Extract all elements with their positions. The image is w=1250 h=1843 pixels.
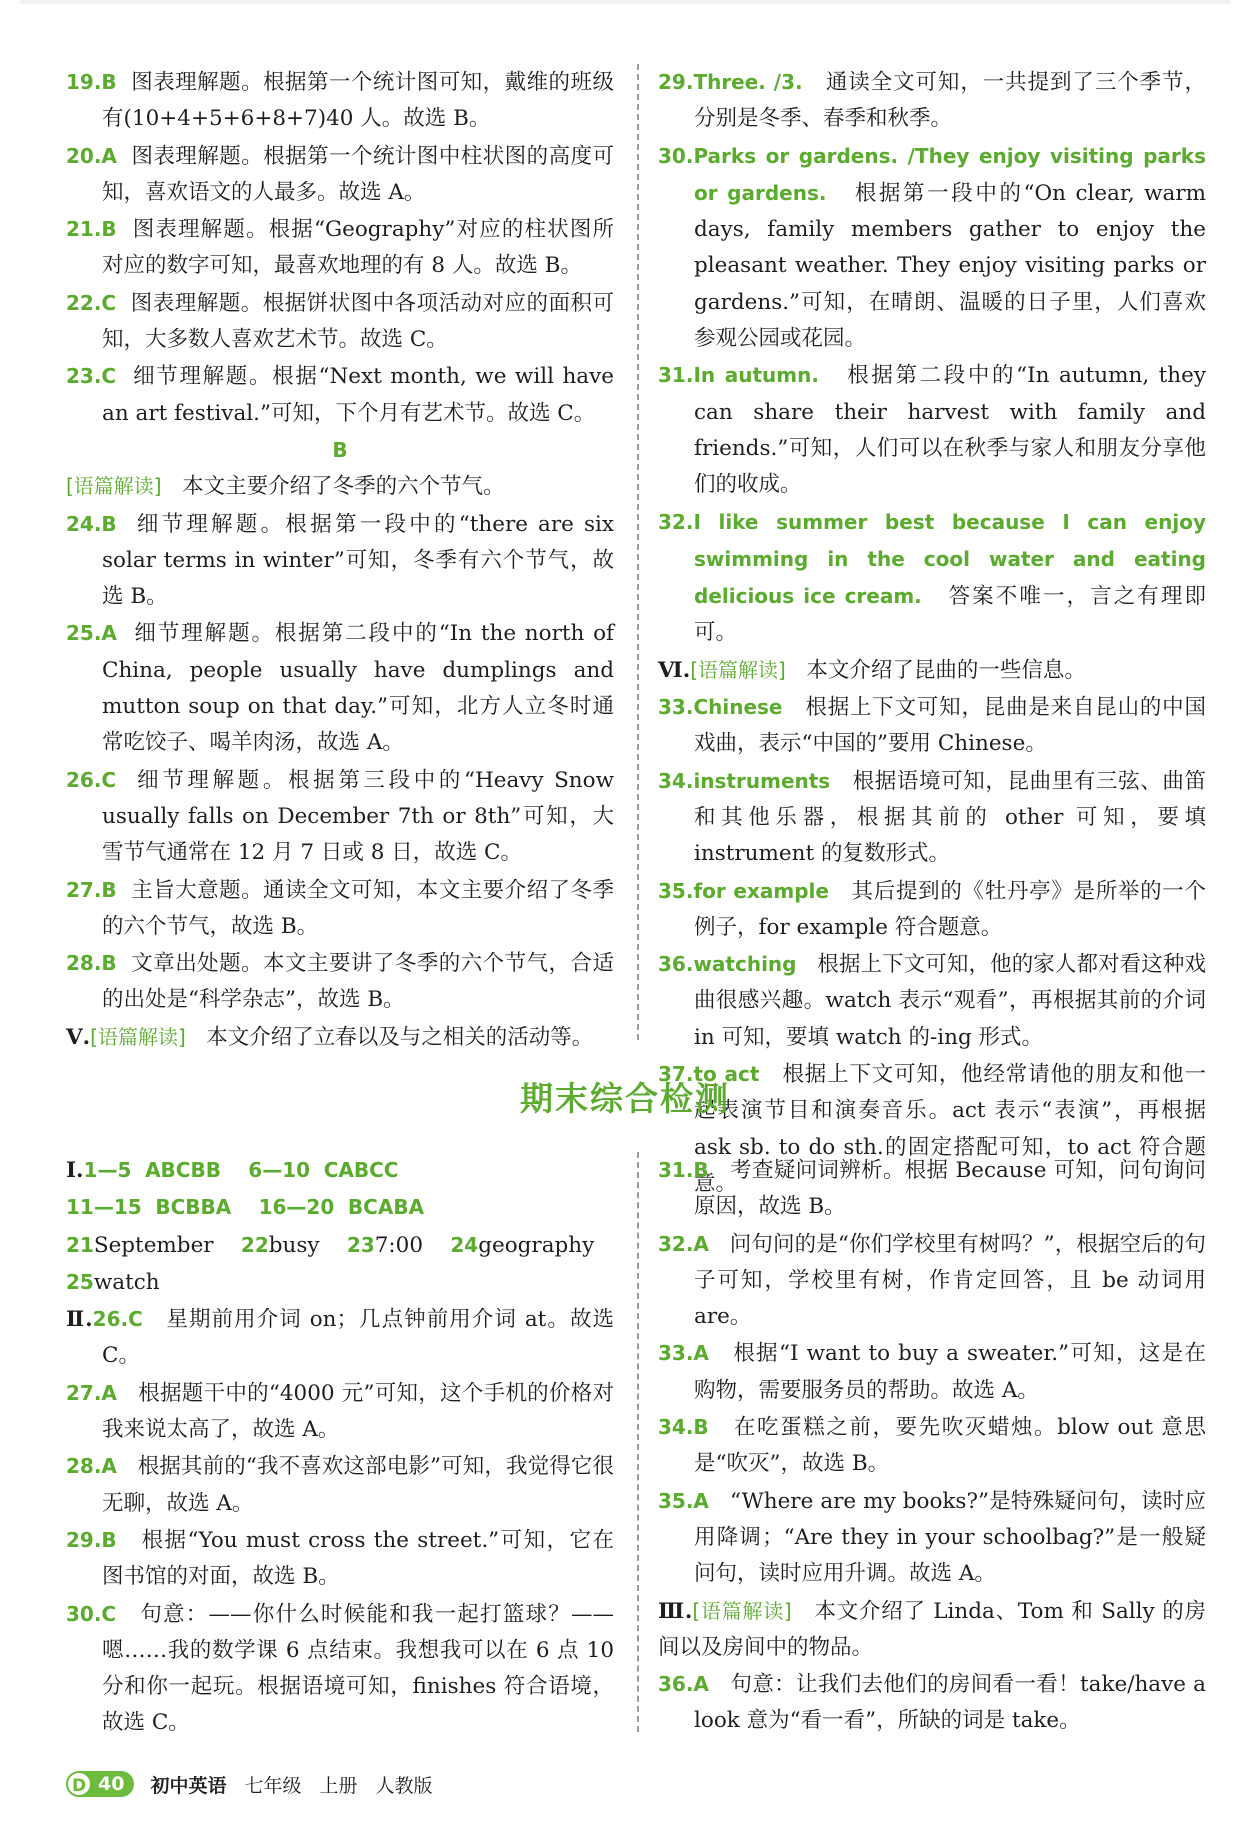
right-column-top bbox=[658, 64, 1206, 1202]
answer-item: 34.instruments 根据语境可知，昆曲里有三弦、曲笛和其他乐器，根据其前的 other 可知，要填 instrument 的复数形式。 bbox=[658, 768, 1206, 867]
answer-item: 30.C 句意：——你什么时候能和我一起打篮球？——嗯……我的数学课 6 点结束。我想我可以在 6 点 10 分和你一起玩。根据语境可知，finishes 符合语境，故选 C。 bbox=[66, 1601, 614, 1736]
badge-letter: D bbox=[66, 1771, 92, 1797]
answer-item: 19.B 图表理解题。根据第一个统计图可知，戴维的班级有(10+4+5+6+8+7)40 人。故选 B。 bbox=[66, 70, 614, 132]
page-footer bbox=[66, 1766, 451, 1802]
answer-item: 29.Three. /3. 通读全文可知，一共提到了三个季节，分别是冬季、春季和秋季。 bbox=[658, 70, 1206, 132]
page-top-edge bbox=[20, 0, 1230, 4]
column-divider-top bbox=[637, 64, 639, 1040]
page-number: 40 bbox=[98, 1773, 125, 1795]
answer-item: 37.to act 根据上下文可知，他经常请他的朋友和他一起表演节目和演奏音乐。act 表示“表演”，再根据 ask sb. to do sth.的固定搭配可知，to act 符合题意。 bbox=[658, 1062, 1206, 1196]
passage-summary: Ⅵ.[语篇解读] 本文介绍了昆曲的一些信息。 bbox=[658, 657, 1086, 683]
left-column-top bbox=[66, 64, 614, 1056]
answer-item: 32.A 问句问的是“你们学校里有树吗？”，根据空后的句子可知，学校里有树，作肯定回答，且 be 动词用 are。 bbox=[658, 1231, 1206, 1330]
answer-item: 27.A 根据题干中的“4000 元”可知，这个手机的价格对我来说太高了，故选 A。 bbox=[66, 1380, 614, 1443]
footer-edition: 人教版 bbox=[375, 1774, 433, 1797]
passage-summary: Ⅴ.[语篇解读] 本文介绍了立春以及与之相关的活动等。 bbox=[66, 1024, 594, 1050]
answer-item: 35.for example 其后提到的《牡丹亭》是所举的一个例子，for example 符合题意。 bbox=[658, 878, 1206, 940]
footer-volume: 上册 bbox=[319, 1774, 358, 1797]
page-badge bbox=[66, 1771, 134, 1797]
answer-item: 28.A 根据其前的“我不喜欢这部电影”可知，我觉得它很无聊，故选 A。 bbox=[66, 1454, 614, 1516]
answer-line: Ⅰ.1—5 ABCBB 6—10 CABCC bbox=[66, 1158, 399, 1183]
section-title: 期末综合检测 bbox=[520, 1079, 730, 1118]
answer-item: 23.C 细节理解题。根据“Next month, we will have an art festival.”可知，下个月有艺术节。故选 C。 bbox=[66, 364, 614, 426]
passage-summary: Ⅲ.[语篇解读] 本文介绍了 Linda、Tom 和 Sally 的房间以及房间中的物品。 bbox=[658, 1598, 1207, 1660]
section-label-b: B bbox=[332, 437, 348, 462]
answer-item: 29.B 根据“You must cross the street.”可知，它在图书馆的对面，故选 B。 bbox=[66, 1527, 614, 1590]
answer-item: 28.B 文章出处题。本文主要讲了冬季的六个节气，合适的出处是“科学杂志”，故选 B。 bbox=[66, 951, 614, 1013]
answer-item: 21.B 图表理解题。根据“Geography”对应的柱状图所对应的数字可知，最喜欢地理的有 8 人。故选 B。 bbox=[66, 217, 615, 279]
answer-line: 11—15 BCBBA 16—20 BCABA bbox=[66, 1195, 425, 1220]
column-divider-bottom bbox=[637, 1152, 639, 1732]
answer-item: 30.Parks or gardens. /They enjoy visiting parks or gardens. 根据第一段中的“On clear, warm days, family members gather to enjoy the pleasant weather. They enjoy visiting parks or gardens.”可知，在晴朗、温暖的日子里，人们喜欢参观公园或花园。 bbox=[658, 143, 1206, 352]
answer-item: 33.Chinese 根据上下文可知，昆曲是来自昆山的中国戏曲，表示“中国的”要用 Chinese。 bbox=[658, 695, 1206, 757]
answer-item: 20.A 图表理解题。根据第一个统计图中柱状图的高度可知，喜欢语文的人最多。故选 A。 bbox=[66, 143, 614, 205]
answer-item: 36.watching 根据上下文可知，他的家人都对看这种戏曲很感兴趣。watch 表示“观看”，再根据其前的介词 in 可知，要填 watch 的-ing 形式。 bbox=[658, 952, 1206, 1050]
answer-item: 31.In autumn. 根据第二段中的“In autumn, they can share their harvest with family and friends.”可知，人们可以在秋季与家人和朋友分享他们的收成。 bbox=[658, 363, 1206, 498]
answer-item: 25.A 细节理解题。根据第二段中的“In the north of China, people usually have dumplings and mutton soup on that day.”可知，北方人立冬时通常吃饺子、喝羊肉汤，故选 A。 bbox=[66, 621, 614, 756]
answer-item: 27.B 主旨大意题。通读全文可知，本文主要介绍了冬季的六个节气，故选 B。 bbox=[66, 877, 614, 939]
right-column-bottom bbox=[658, 1152, 1206, 1740]
answer-item: 36.A 句意：让我们去他们的房间看一看！take/have a look 意为“看一看”，所缺的词是 take。 bbox=[658, 1672, 1206, 1734]
left-column-bottom bbox=[66, 1152, 614, 1742]
answer-item: 26.C 细节理解题。根据第三段中的“Heavy Snow usually falls on December 7th or 8th”可知，大雪节气通常在 12 月 7 日或 8 日，故选 C。 bbox=[66, 767, 614, 866]
answer-item: 32.I like summer best because I can enjoy swimming in the cool water and eating delicious ice cream. 答案不唯一，言之有理即可。 bbox=[658, 509, 1206, 646]
answer-item: 22.C 图表理解题。根据饼状图中各项活动对应的面积可知，大多数人喜欢艺术节。故选 C。 bbox=[66, 290, 614, 353]
answer-item: 35.A “Where are my books?”是特殊疑问句，读时应用降调；“Are they in your schoolbag?”是一般疑问句，读时应用升调。故选 A。 bbox=[658, 1488, 1206, 1587]
answer-item: 31.B 考查疑问词辨析。根据 Because 可知，问句询问原因，故选 B。 bbox=[658, 1158, 1206, 1220]
answer-item: Ⅱ.26.C 星期前用介词 on；几点钟前用介词 at。故选 C。 bbox=[66, 1307, 614, 1369]
answer-item: 34.B 在吃蛋糕之前，要先吹灭蜡烛。blow out 意思是“吹灭”，故选 B。 bbox=[658, 1415, 1206, 1477]
answer-line: 25watch bbox=[66, 1269, 160, 1295]
answer-item: 33.A 根据“I want to buy a sweater.”可知，这是在购物，需要服务员的帮助。故选 A。 bbox=[658, 1341, 1206, 1403]
passage-summary: [语篇解读] 本文主要介绍了冬季的六个节气。 bbox=[66, 474, 505, 500]
footer-subject: 初中英语 bbox=[150, 1774, 227, 1797]
answer-line: 21September 22busy 237:00 24geography bbox=[66, 1232, 595, 1258]
answer-item: 24.B 细节理解题。根据第一段中的“there are six solar terms in winter”可知，冬季有六个节气，故选 B。 bbox=[66, 511, 614, 610]
footer-grade: 七年级 bbox=[244, 1774, 302, 1797]
